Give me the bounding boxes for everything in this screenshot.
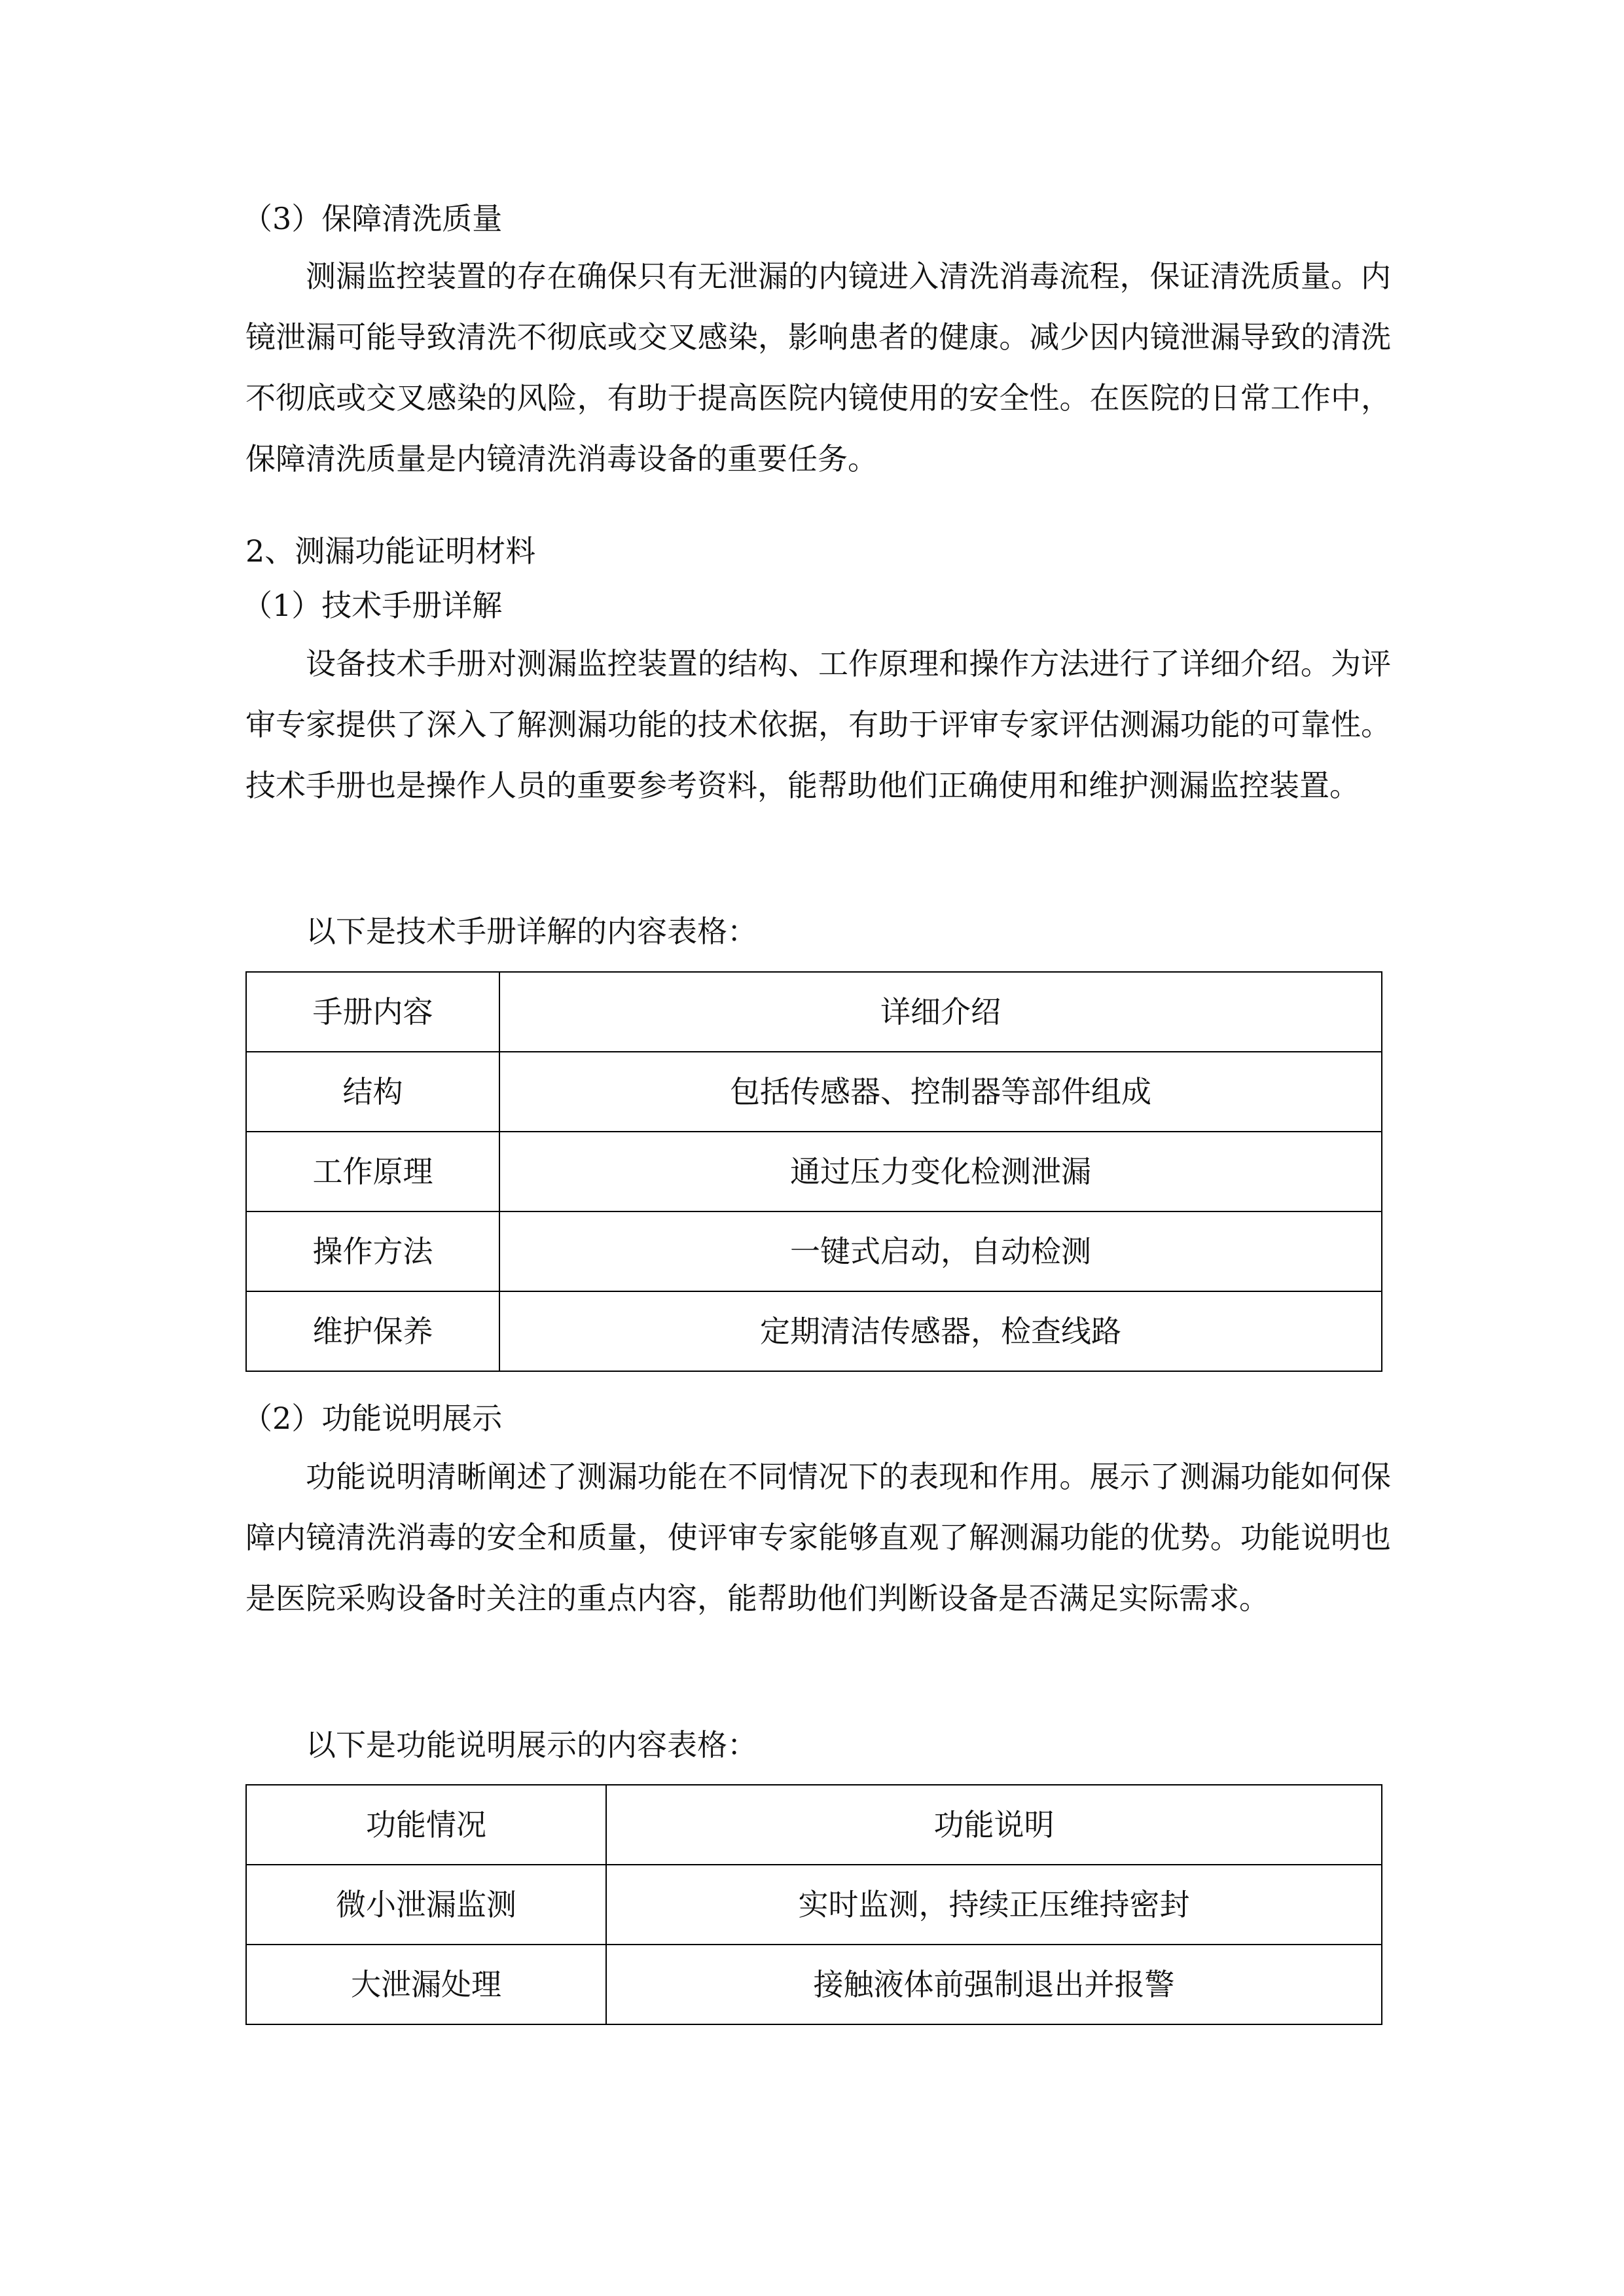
subsection-1-paragraph: 设备技术手册对测漏监控装置的结构、工作原理和操作方法进行了详细介绍。为评审专家提供了深入了解测漏功能的技术依据，有助于评审专家评估测漏功能的可靠性。技术手册也是操作人员的重要参考资料，能帮助他们正确使用和维护测漏监控装置。 xyxy=(245,646,1391,803)
manual-content-table xyxy=(245,971,1382,1372)
table-cell: 定期清洁传感器，检查线路 xyxy=(499,1291,1382,1371)
table1-intro: 以下是技术手册详解的内容表格： xyxy=(306,914,757,949)
table-row xyxy=(246,1211,1382,1291)
table-header-cell: 功能说明 xyxy=(606,1785,1382,1865)
table-cell: 包括传感器、控制器等部件组成 xyxy=(499,1052,1382,1132)
table-row xyxy=(246,1865,1382,1945)
table-cell: 接触液体前强制退出并报警 xyxy=(606,1945,1382,2024)
table-cell: 维护保养 xyxy=(246,1291,499,1371)
table2-intro: 以下是功能说明展示的内容表格： xyxy=(306,1727,757,1763)
table-cell: 大泄漏处理 xyxy=(246,1945,606,2024)
section3-heading: （3）保障清洗质量 xyxy=(242,201,503,236)
table-row xyxy=(246,1291,1382,1371)
table-row xyxy=(246,1052,1382,1132)
table-header-cell: 功能情况 xyxy=(246,1785,606,1865)
table-header-row xyxy=(246,1785,1382,1865)
table-row xyxy=(246,1945,1382,2024)
subsection-1-heading: （1）技术手册详解 xyxy=(242,588,503,623)
function-description-table xyxy=(245,1784,1382,2025)
table-cell: 一键式启动，自动检测 xyxy=(499,1211,1382,1291)
subsection-2-paragraph: 功能说明清晰阐述了测漏功能在不同情况下的表现和作用。展示了测漏功能如何保障内镜清洗消毒的安全和质量，使评审专家能够直观了解测漏功能的优势。功能说明也是医院采购设备时关注的重点内容，能帮助他们判断设备是否满足实际需求。 xyxy=(245,1459,1391,1616)
table-cell: 微小泄漏监测 xyxy=(246,1865,606,1945)
table-cell: 工作原理 xyxy=(246,1132,499,1211)
table-cell: 通过压力变化检测泄漏 xyxy=(499,1132,1382,1211)
subsection-2-heading: （2）功能说明展示 xyxy=(242,1401,503,1436)
section3-paragraph: 测漏监控装置的存在确保只有无泄漏的内镜进入清洗消毒流程，保证清洗质量。内镜泄漏可能导致清洗不彻底或交叉感染，影响患者的健康。减少因内镜泄漏导致的清洗不彻底或交叉感染的风险，有助于提高医院内镜使用的安全性。在医院的日常工作中，保障清洗质量是内镜清洗消毒设备的重要任务。 xyxy=(245,259,1391,476)
table-cell: 结构 xyxy=(246,1052,499,1132)
table-cell: 操作方法 xyxy=(246,1211,499,1291)
table-row xyxy=(246,1132,1382,1211)
table-header-cell: 详细介绍 xyxy=(499,972,1382,1052)
table-header-cell: 手册内容 xyxy=(246,972,499,1052)
table-cell: 实时监测，持续正压维持密封 xyxy=(606,1865,1382,1945)
table-header-row xyxy=(246,972,1382,1052)
section-2-heading: 2、测漏功能证明材料 xyxy=(245,533,536,569)
